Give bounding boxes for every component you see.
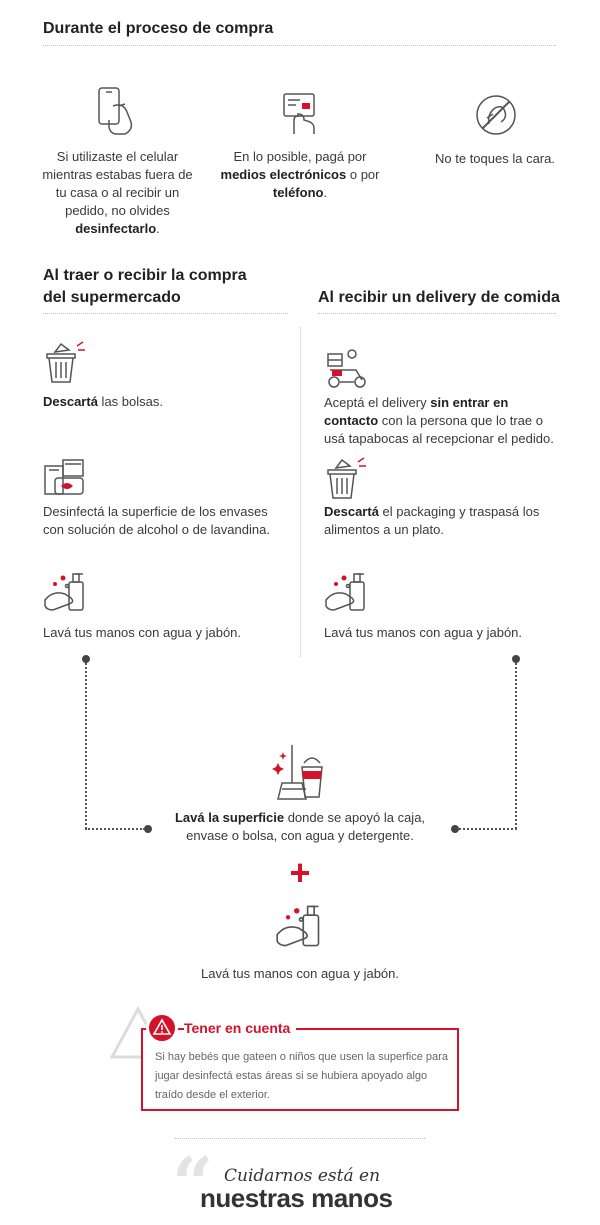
trash-bin-icon — [324, 456, 368, 502]
plus-sign: + — [289, 852, 311, 893]
merge-text: Lavá la superficie donde se apoyó la caja, envase o bolsa, con agua y detergente. — [174, 810, 426, 843]
section1-title: Durante el proceso de compra — [43, 20, 274, 37]
warning-icon — [146, 1012, 178, 1044]
warning-title: Tener en cuenta — [184, 1020, 296, 1038]
connector-line — [85, 663, 87, 829]
containers-icon — [43, 456, 87, 498]
final-wash-text: Lavá tus manos con agua y jabón. — [200, 966, 400, 981]
left-item-text: Descartá las bolsas. — [43, 394, 163, 409]
cleaning-bucket-icon — [272, 743, 328, 803]
no-touch-face-icon — [475, 94, 517, 136]
divider — [43, 45, 556, 46]
connector-dot — [512, 655, 520, 663]
warning-text: Si hay bebés que gateen o niños que usen la superfice para jugar desinfectá estas áreas si se hubiera apoyado algo traído desde el exterior. — [155, 1051, 448, 1101]
connector-line — [515, 663, 517, 829]
quote-mark-icon: “ — [172, 1141, 214, 1225]
slogan-line2: nuestras manos — [200, 1183, 393, 1213]
right-item-text: Descartá el packaging y traspasá los alimentos a un plato. — [324, 504, 540, 537]
wash-hands-icon — [275, 902, 325, 950]
section2-right-title: Al recibir un delivery de comida — [318, 289, 560, 306]
wash-hands-icon — [324, 570, 370, 614]
left-item-text: Desinfectá la superficie de los envases con solución de alcohol o de lavandina. — [43, 504, 270, 537]
connector-line — [85, 828, 145, 830]
connector-line — [455, 828, 517, 830]
trash-bin-icon — [43, 340, 87, 386]
right-item-text: Lavá tus manos con agua y jabón. — [324, 625, 523, 640]
left-item-text: Lavá tus manos con agua y jabón. — [43, 625, 242, 640]
divider — [175, 1138, 425, 1139]
section1-item-text: No te toques la cara. — [435, 151, 555, 166]
right-item-text: Aceptá el delivery sin entrar en contacto con la persona que lo trae o usá tapabocas al recepcionar el pedido. — [324, 395, 554, 446]
slogan-line1: Cuidarnos está en — [224, 1166, 381, 1186]
phone-hand-icon — [95, 86, 137, 136]
divider — [318, 313, 556, 314]
delivery-scooter-icon — [324, 346, 370, 390]
wash-hands-icon — [43, 570, 89, 614]
section2-left-title: Al traer o recibir la compra del supermercado — [43, 267, 247, 306]
section1-item-text: Si utilizaste el celular mientras estabas fuera de tu casa o al recibir un pedido, no olvides desinfectarlo. — [42, 149, 193, 236]
connector-dot — [451, 825, 459, 833]
section1-item-text: En lo posible, pagá por medios electrónicos o por teléfono. — [220, 149, 380, 200]
connector-dot — [144, 825, 152, 833]
connector-dot — [82, 655, 90, 663]
card-payment-icon — [282, 92, 322, 136]
divider — [43, 313, 288, 314]
column-divider — [300, 327, 301, 657]
